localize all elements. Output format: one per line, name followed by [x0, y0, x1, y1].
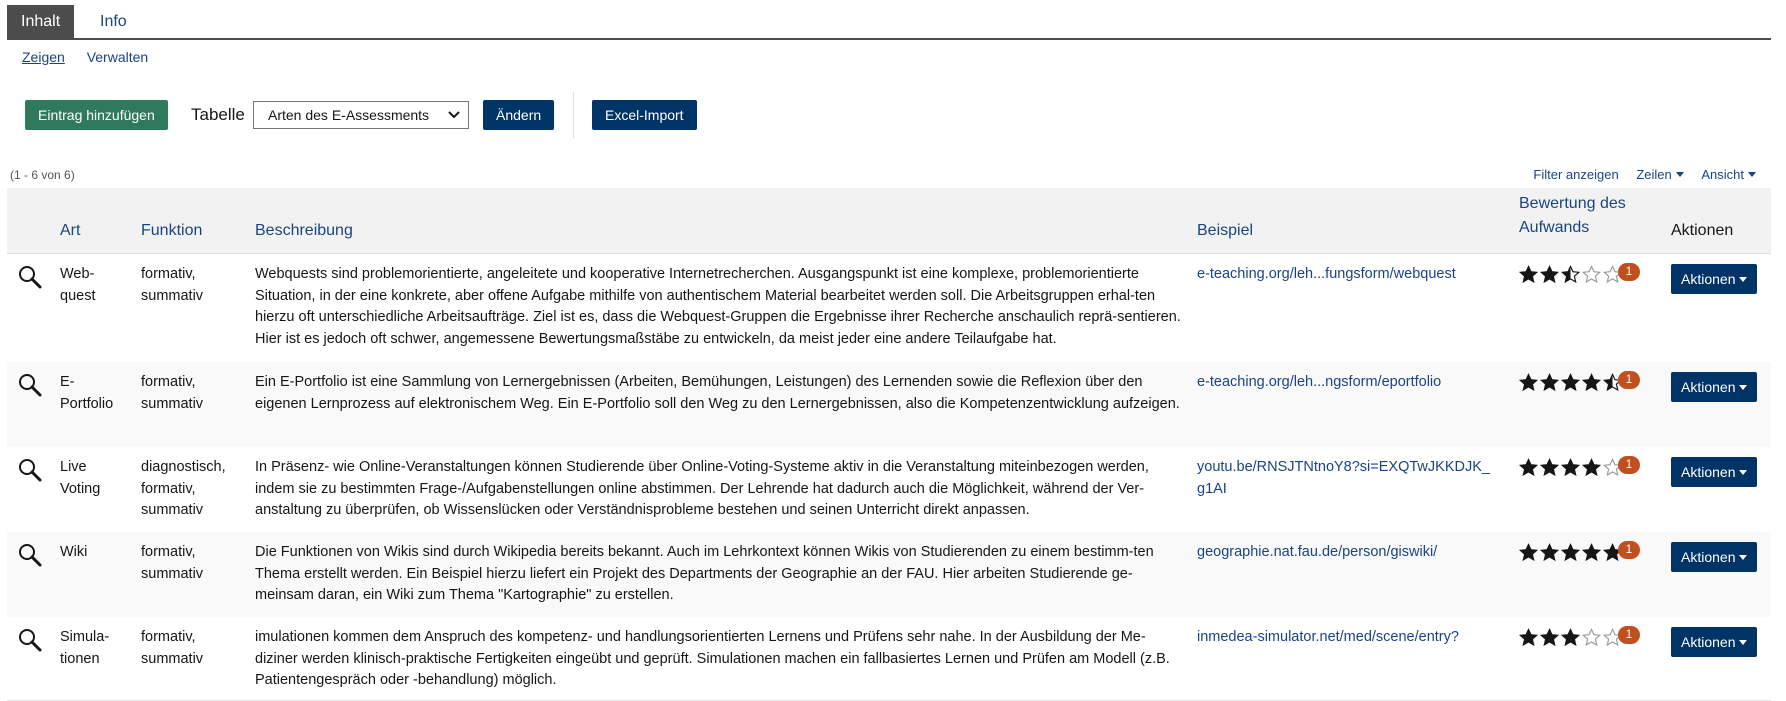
cell-beispiel-link[interactable]: geographie.nat.fau.de/person/giswiki/ — [1197, 544, 1438, 560]
cell-funktion: diagnostisch, formativ, summativ — [141, 459, 226, 518]
rating-stars[interactable] — [1519, 373, 1659, 395]
col-beispiel[interactable]: Beispiel — [1197, 222, 1254, 239]
actions-label: Aktionen — [1681, 549, 1736, 565]
table-select[interactable] — [253, 101, 469, 129]
actions-label: Aktionen — [1681, 379, 1736, 395]
star-icon[interactable] — [1519, 543, 1538, 562]
rating-stars[interactable] — [1519, 543, 1659, 565]
subtabs — [22, 49, 166, 65]
rating-count-badge: 1 — [1618, 371, 1640, 389]
change-button[interactable]: Ändern — [483, 100, 554, 130]
cell-beispiel-link[interactable]: inmedea-simulator.net/med/scene/entry? — [1197, 629, 1459, 645]
star-icon[interactable] — [1540, 543, 1559, 562]
cell-art: Simula- tionen — [60, 629, 110, 667]
actions-label: Aktionen — [1681, 271, 1736, 287]
star-icon[interactable] — [1540, 628, 1559, 647]
cell-funktion: formativ, summativ — [141, 266, 204, 304]
cell-beschreibung: imulationen kommen dem Anspruch des kompetenz- und handlungsorientierten Lernens und Prüfens sehr nahe. In der Ausbildung der Me-diziner werden klinisch-praktische Fertigkeiten eingeübt und geprüft. Simulationen machen ein fallbasiertes Lernen und Prüfen am Modell (z.B. Patientengespräch oder -behandlung) möglich. — [255, 629, 1170, 688]
star-icon[interactable] — [1519, 628, 1538, 647]
cell-beschreibung: Ein E-Portfolio ist eine Sammlung von Lernergebnissen (Arbeiten, Bemühungen, Leistungen) des Lernenden sowie die Reflexion über den eigenen Lernprozess auf elektronischem Weg. Ein E-Portfolio soll den Weg zu den Lernergebnissen, also die Kompetenzentwicklung aufzeigen. — [255, 374, 1180, 412]
cell-funktion: formativ, summativ — [141, 544, 204, 582]
star-icon[interactable] — [1582, 543, 1601, 562]
col-beschreibung[interactable]: Beschreibung — [255, 222, 353, 239]
subtab-verwalten[interactable]: Verwalten — [86, 49, 149, 65]
star-icon[interactable] — [1561, 373, 1580, 392]
star-icon[interactable] — [1582, 628, 1601, 647]
col-bewertung[interactable] — [1519, 192, 1626, 240]
star-icon[interactable] — [1582, 458, 1601, 477]
subtab-zeigen[interactable]: Zeigen — [22, 49, 65, 65]
cell-beschreibung: In Präsenz- wie Online-Veranstaltungen können Studierende über Online-Voting-Systeme aktiv in die Veranstaltung miteinbezogen werden, indem sie zu bestimmten Frage-/Aufgabenstellungen online abstimmen. Der Lehrende hat dadurch auch die Möglichkeit, während der Ver-anstaltung zu überprüfen, ob Wissenslücken oder Verständnisprobleme bestehen und seinen Unterricht direkt anpassen. — [255, 459, 1149, 518]
rating-count-badge: 1 — [1618, 541, 1640, 559]
star-icon[interactable] — [1561, 628, 1580, 647]
caret-down-icon — [1748, 172, 1756, 177]
toolbar-divider — [573, 92, 574, 138]
rating-stars[interactable] — [1519, 458, 1659, 480]
col-aktionen: Aktionen — [1671, 222, 1734, 239]
rating-count-badge: 1 — [1618, 456, 1640, 474]
table-row — [7, 532, 1771, 618]
tab-inhalt[interactable]: Inhalt — [7, 5, 74, 38]
caret-down-icon — [1739, 385, 1747, 390]
cell-funktion: formativ, summativ — [141, 374, 204, 412]
star-icon[interactable] — [1519, 373, 1538, 392]
view-menu-label: Ansicht — [1701, 167, 1744, 182]
search-icon[interactable] — [17, 457, 43, 483]
star-icon[interactable] — [1519, 265, 1538, 284]
cell-art: Web- quest — [60, 266, 96, 304]
star-icon[interactable] — [1582, 265, 1601, 284]
table-header — [7, 188, 1771, 254]
search-icon[interactable] — [17, 542, 43, 568]
add-entry-button[interactable]: Eintrag hinzufügen — [25, 100, 168, 130]
filter-toggle[interactable]: Filter anzeigen — [1533, 167, 1619, 182]
star-icon[interactable] — [1561, 265, 1580, 284]
main-tabs — [7, 5, 1771, 40]
tab-info[interactable]: Info — [100, 13, 127, 30]
table-row — [7, 617, 1771, 701]
actions-dropdown-button[interactable] — [1671, 264, 1757, 294]
rows-menu-label: Zeilen — [1636, 167, 1672, 182]
col-bewertung-line2: Aufwands — [1519, 219, 1590, 236]
caret-down-icon — [1676, 172, 1684, 177]
chevron-down-icon — [448, 108, 460, 120]
cell-beispiel-link[interactable]: e-teaching.org/leh...fungsform/webquest — [1197, 266, 1456, 282]
search-icon[interactable] — [17, 264, 43, 290]
col-bewertung-line1: Bewertung des — [1519, 195, 1626, 212]
table-row — [7, 362, 1771, 448]
actions-label: Aktionen — [1681, 464, 1736, 480]
cell-beschreibung: Die Funktionen von Wikis sind durch Wikipedia bereits bekannt. Auch im Lehrkontext können Wikis von Studierenden zu einem bestimm-ten Thema erstellt werden. Ein Beispiel hierzu liefert ein Projekt des Departments der Geographie an der FAU. Hier arbeiten Studierende ge-meinsam daran, ein Wiki zum Thema "Kartographie" zu erstellen. — [255, 544, 1154, 603]
table-label: Tabelle — [191, 105, 245, 124]
cell-beispiel-link[interactable]: e-teaching.org/leh...ngsform/eportfolio — [1197, 374, 1442, 390]
caret-down-icon — [1739, 555, 1747, 560]
actions-dropdown-button[interactable] — [1671, 542, 1757, 572]
star-icon[interactable] — [1519, 458, 1538, 477]
caret-down-icon — [1739, 640, 1747, 645]
actions-dropdown-button[interactable] — [1671, 372, 1757, 402]
toolbar — [25, 100, 1025, 130]
star-icon[interactable] — [1561, 543, 1580, 562]
table-row — [7, 447, 1771, 533]
cell-art: E- Portfolio — [60, 374, 114, 412]
excel-import-button[interactable]: Excel-Import — [592, 100, 697, 130]
rating-count-badge: 1 — [1618, 263, 1640, 281]
rating-stars[interactable] — [1519, 265, 1659, 287]
star-icon[interactable] — [1582, 373, 1601, 392]
search-icon[interactable] — [17, 372, 43, 398]
table-row — [7, 254, 1771, 363]
star-icon[interactable] — [1540, 373, 1559, 392]
caret-down-icon — [1739, 470, 1747, 475]
view-controls — [1519, 167, 1756, 182]
table-select-value: Arten des E-Assessments — [268, 107, 430, 123]
rating-count-badge: 1 — [1618, 626, 1640, 644]
cell-beispiel-link[interactable]: youtu.be/RNSJTNtnoY8?si=EXQTwJKKDJK_g1AI — [1197, 459, 1490, 497]
cell-funktion: formativ, summativ — [141, 629, 204, 667]
col-funktion[interactable]: Funktion — [141, 222, 203, 239]
actions-dropdown-button[interactable] — [1671, 627, 1757, 657]
cell-beschreibung: Webquests sind problemorientierte, angeleitete und kooperative Internetrecherchen. Ausgangspunkt ist eine komplexe, problemorientierte Situation, in der eine konkrete, aber offene Aufgabe mithilfe von authentischem Material bearbeitet werden soll. Die Arbeitsgruppen erhal-ten hierzu oft unterschiedliche Arbeitsaufträge. Ziel ist es, dass die Webquest-Gruppen die Ergebnisse ihrer Recherche anschaulich reprä-sentieren. Hier ist es jedoch oft schwer, angemessene Bewertungsmaßstäbe zu entwickeln, da meist jeder eine andere Teilaufgabe hat. — [255, 266, 1181, 347]
actions-label: Aktionen — [1681, 634, 1736, 650]
view-menu[interactable] — [1701, 167, 1756, 182]
cell-art: Live Voting — [60, 459, 101, 497]
result-count: (1 - 6 von 6) — [10, 168, 75, 182]
star-icon[interactable] — [1540, 265, 1559, 284]
actions-dropdown-button[interactable] — [1671, 457, 1757, 487]
caret-down-icon — [1739, 277, 1747, 282]
cell-art: Wiki — [60, 544, 88, 560]
rating-stars[interactable] — [1519, 628, 1659, 650]
star-icon[interactable] — [1540, 458, 1559, 477]
col-art[interactable]: Art — [60, 222, 81, 239]
star-icon[interactable] — [1561, 458, 1580, 477]
rows-menu[interactable] — [1636, 167, 1683, 182]
search-icon[interactable] — [17, 627, 43, 653]
